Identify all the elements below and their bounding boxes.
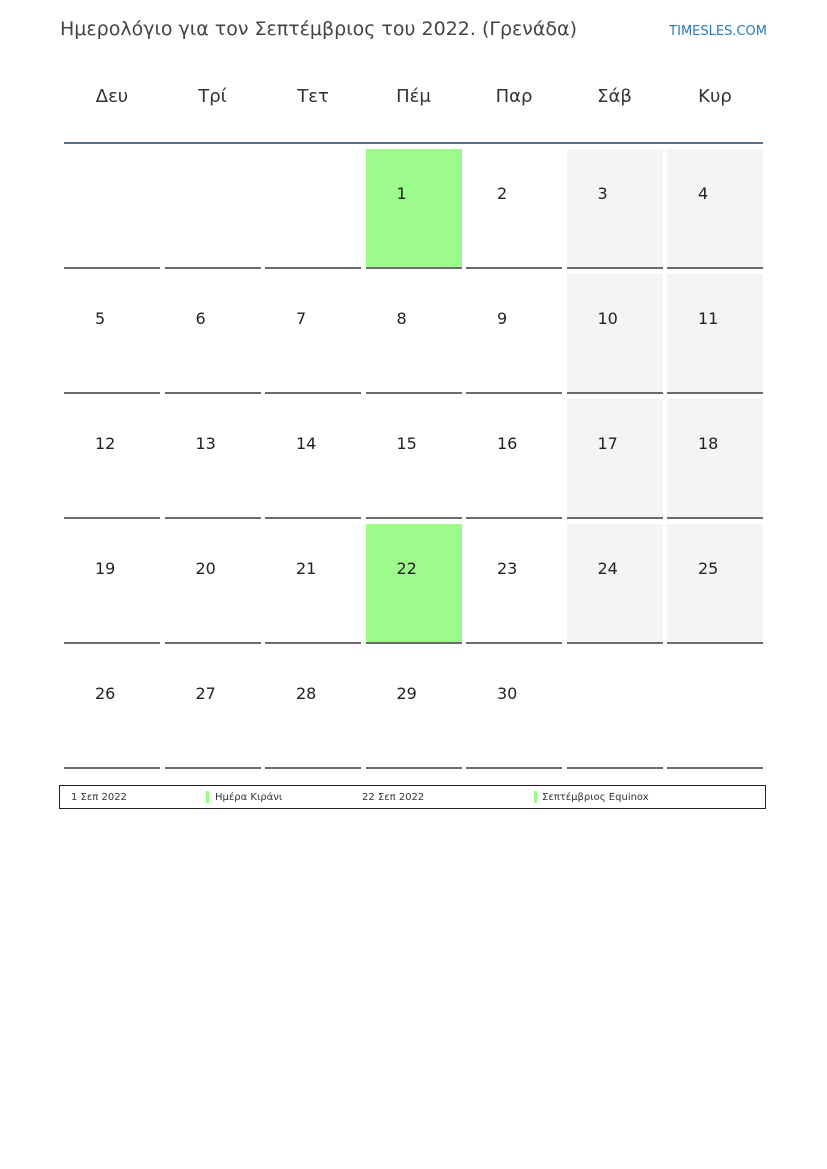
day-number: 21 xyxy=(296,559,317,578)
day-number: 8 xyxy=(396,309,407,328)
day-cell xyxy=(265,274,361,394)
day-cell xyxy=(667,399,763,519)
header-divider xyxy=(64,142,763,144)
day-number: 19 xyxy=(95,559,116,578)
day-cell xyxy=(567,399,663,519)
page-title: Ημερολόγιο για τον Σεπτέμβριος του 2022. (Γρενάδα) xyxy=(60,18,577,40)
day-cell xyxy=(64,524,160,644)
day-cell xyxy=(667,149,763,269)
day-cell xyxy=(265,524,361,644)
weekday-label: Κυρ xyxy=(698,86,732,107)
site-link[interactable]: TIMESLES.COM xyxy=(669,24,767,39)
day-number: 25 xyxy=(698,559,719,578)
day-number: 12 xyxy=(95,434,116,453)
day-number: 7 xyxy=(296,309,307,328)
day-number: 26 xyxy=(95,684,116,703)
legend-holiday-name: Ημέρα Κιράνι xyxy=(215,792,283,803)
day-number: 5 xyxy=(95,309,106,328)
day-cell xyxy=(366,149,462,269)
day-cell xyxy=(366,524,462,644)
day-cell xyxy=(265,649,361,769)
day-cell xyxy=(667,524,763,644)
day-number: 20 xyxy=(195,559,216,578)
day-cell xyxy=(466,149,562,269)
day-number: 23 xyxy=(497,559,518,578)
day-cell xyxy=(466,524,562,644)
day-number: 16 xyxy=(497,434,518,453)
weekday-label: Πέμ xyxy=(396,86,431,107)
day-number: 14 xyxy=(296,434,317,453)
day-cell xyxy=(567,274,663,394)
empty-day-cell xyxy=(64,149,160,269)
weekday-header-row xyxy=(64,86,763,122)
day-number: 3 xyxy=(597,184,608,203)
day-number: 9 xyxy=(497,309,508,328)
day-number: 27 xyxy=(195,684,216,703)
weekday-label: Σάβ xyxy=(597,86,632,107)
day-cell xyxy=(466,649,562,769)
day-cell xyxy=(165,649,261,769)
day-number: 30 xyxy=(497,684,518,703)
empty-day-cell xyxy=(265,149,361,269)
day-number: 13 xyxy=(195,434,216,453)
weekday-label: Παρ xyxy=(495,86,533,107)
day-number: 2 xyxy=(497,184,508,203)
day-number: 4 xyxy=(698,184,709,203)
day-number: 15 xyxy=(396,434,417,453)
day-cell xyxy=(64,649,160,769)
legend-color-swatch xyxy=(206,791,209,803)
day-cell xyxy=(165,524,261,644)
day-number: 11 xyxy=(698,309,719,328)
holiday-legend xyxy=(59,785,766,809)
day-number: 1 xyxy=(396,184,407,203)
day-cell xyxy=(165,274,261,394)
day-cell xyxy=(567,524,663,644)
day-number: 18 xyxy=(698,434,719,453)
day-number: 6 xyxy=(195,309,206,328)
day-cell xyxy=(366,274,462,394)
weekday-label: Τρί xyxy=(198,86,227,107)
legend-date: 1 Σεπ 2022 xyxy=(71,792,127,803)
weekday-label: Τετ xyxy=(297,86,329,107)
legend-date: 22 Σεπ 2022 xyxy=(362,792,425,803)
empty-day-cell xyxy=(567,649,663,769)
day-cell xyxy=(64,274,160,394)
day-cell xyxy=(466,274,562,394)
day-cell xyxy=(366,399,462,519)
legend-color-swatch xyxy=(534,791,537,803)
day-number: 24 xyxy=(597,559,618,578)
weekday-label: Δευ xyxy=(95,86,129,107)
day-number: 17 xyxy=(597,434,618,453)
legend-holiday-name: Σεπτέμβριος Equinox xyxy=(542,792,649,803)
day-cell xyxy=(366,649,462,769)
empty-day-cell xyxy=(165,149,261,269)
day-cell xyxy=(64,399,160,519)
day-number: 10 xyxy=(597,309,618,328)
day-cell xyxy=(265,399,361,519)
day-number: 22 xyxy=(396,559,417,578)
day-number: 29 xyxy=(396,684,417,703)
day-cell xyxy=(165,399,261,519)
day-cell xyxy=(567,149,663,269)
day-cell xyxy=(466,399,562,519)
day-cell xyxy=(667,274,763,394)
day-number: 28 xyxy=(296,684,317,703)
empty-day-cell xyxy=(667,649,763,769)
